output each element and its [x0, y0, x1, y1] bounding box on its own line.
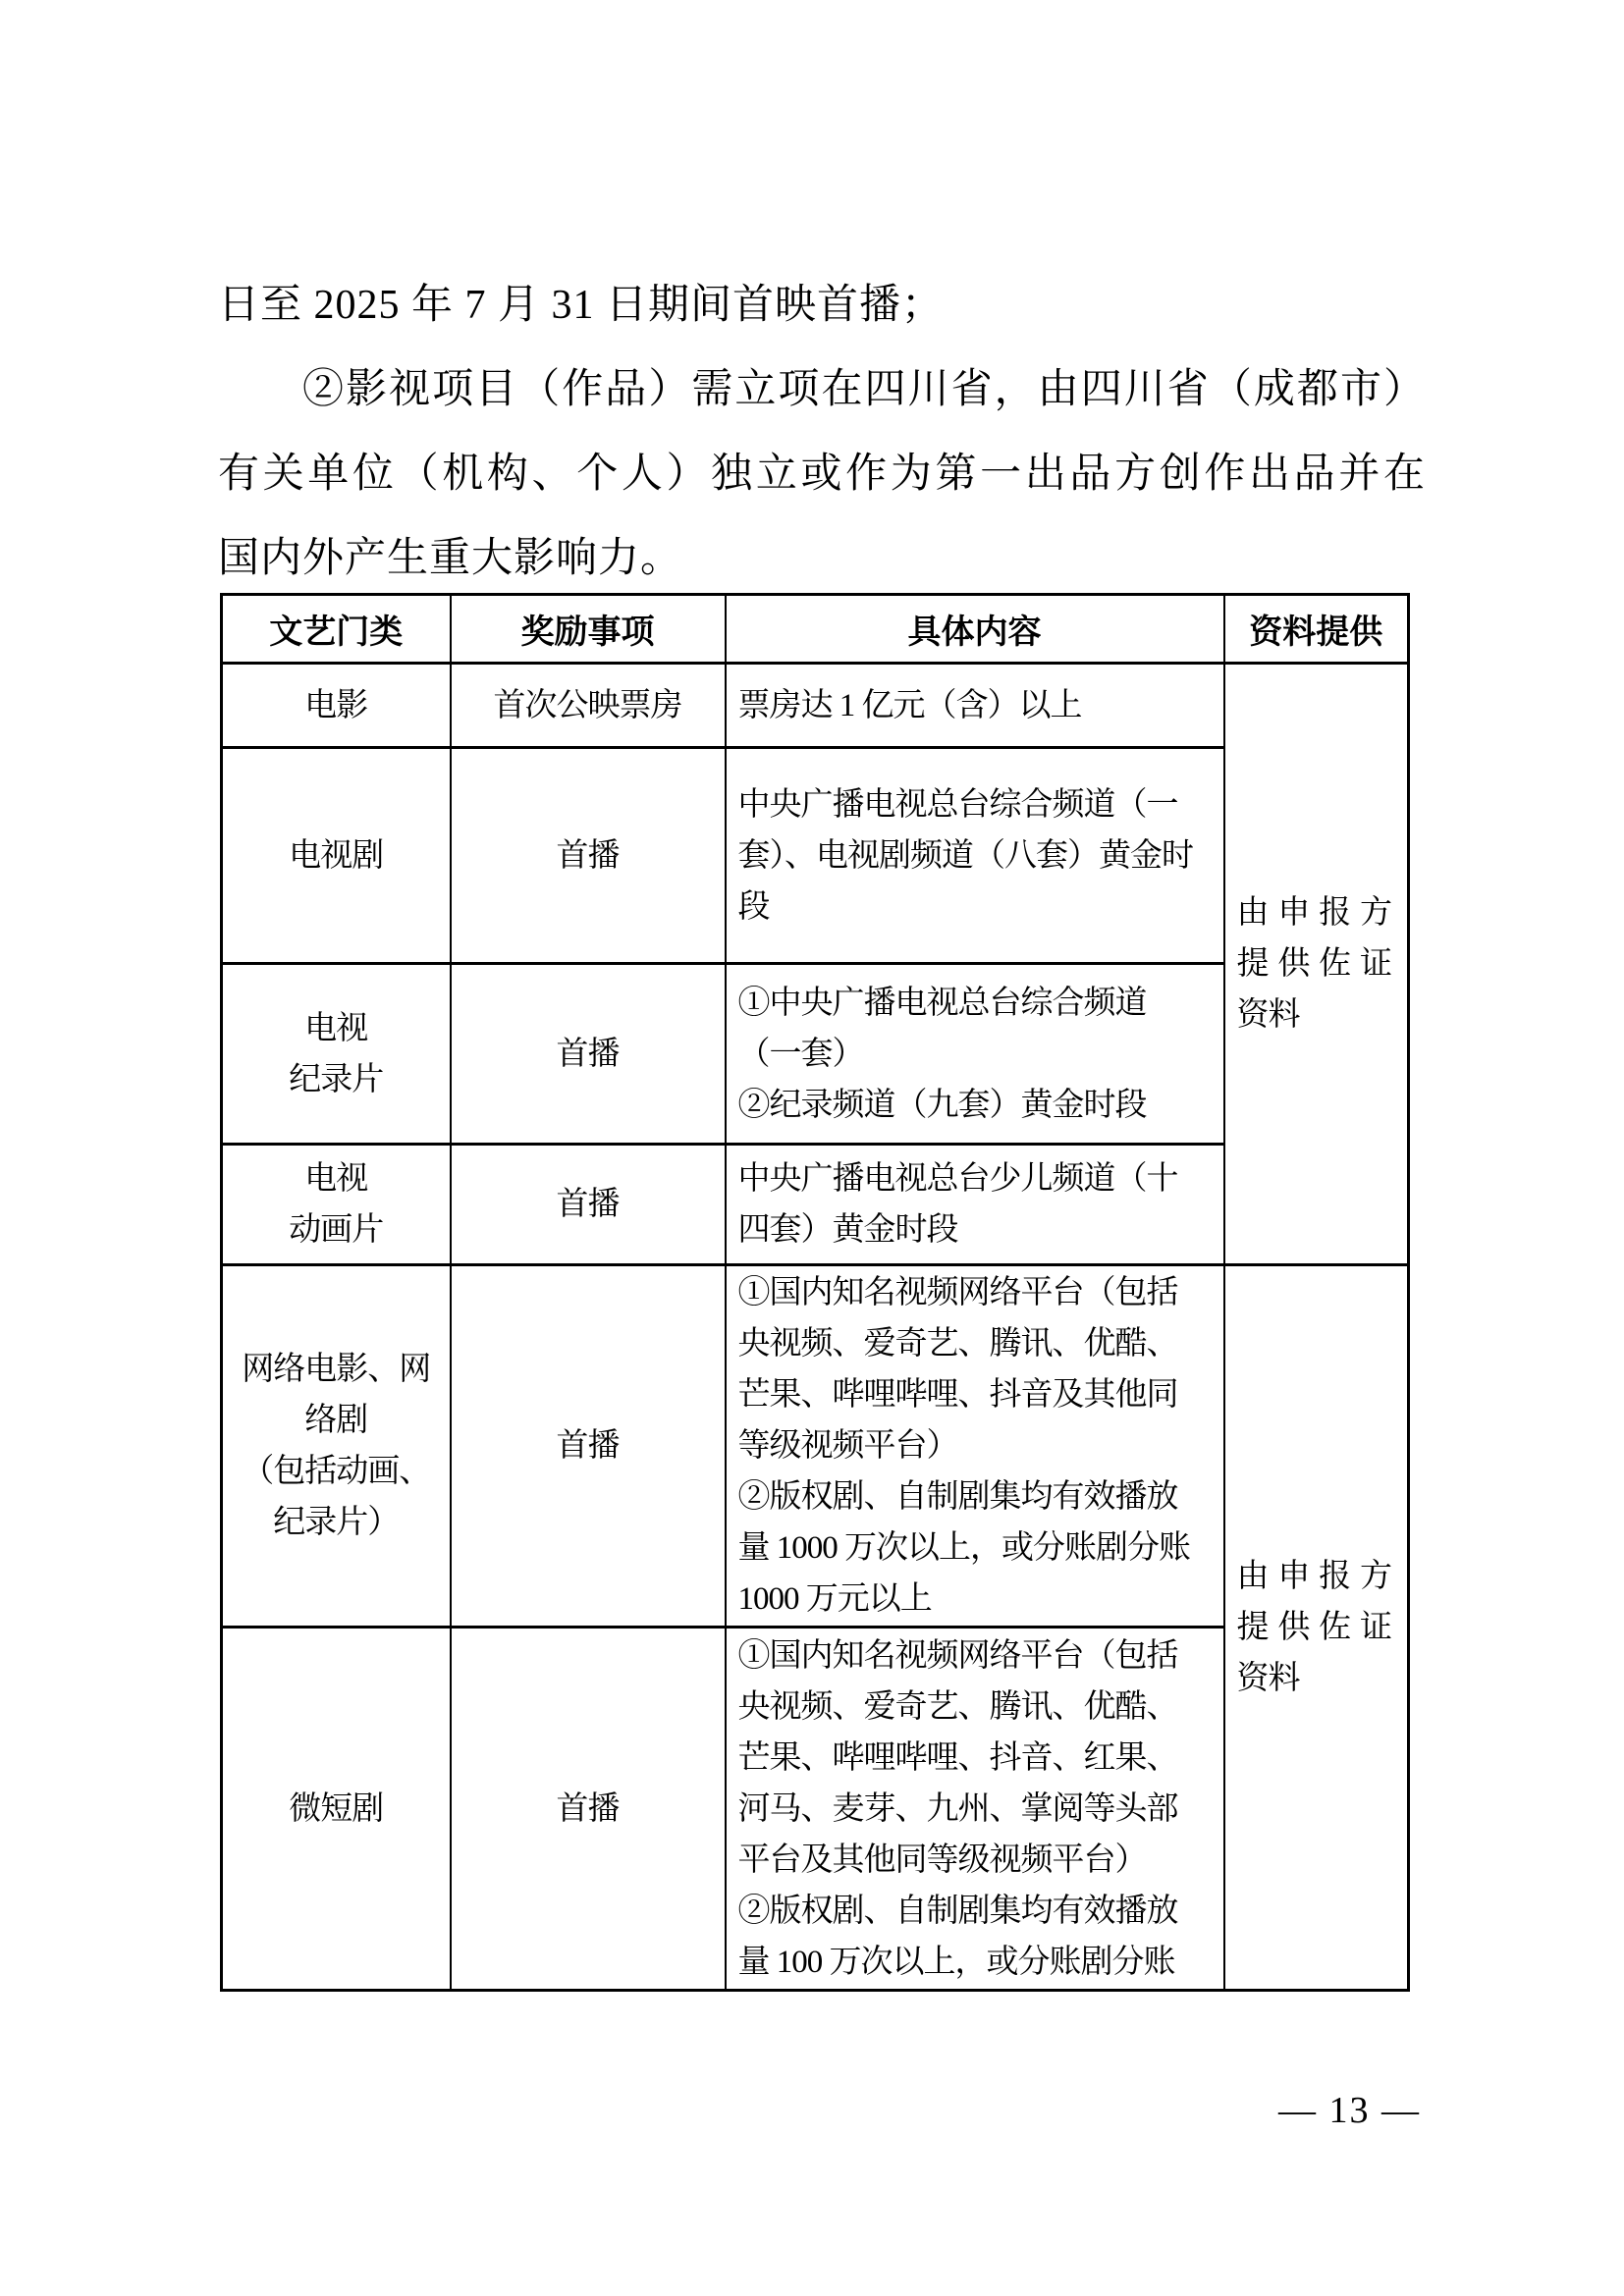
cell-award: 首播	[451, 964, 726, 1145]
cell-content: ①国内知名视频网络平台（包括 央视频、爱奇艺、腾讯、优酷、 芒果、哔哩哔哩、抖音及其他同 等级视频平台） ②版权剧、自制剧集均有效播放 量 1000 万次以上，或分账剧分账 1000 万元以上	[726, 1265, 1224, 1628]
header-materials: 资料提供	[1224, 595, 1409, 664]
cell-category: 网络电影、网 络剧 （包括动画、 纪录片）	[222, 1265, 451, 1628]
intro-line-2: ②影视项目（作品）需立项在四川省，由四川省（成都市）	[302, 367, 1426, 412]
cell-award: 首播	[451, 748, 726, 964]
cell-award: 首播	[451, 1265, 726, 1628]
cell-provider-note-1: 由申报方 提供佐证 资料	[1224, 664, 1409, 1265]
cell-category: 电视 纪录片	[222, 964, 451, 1145]
cell-content: ①国内知名视频网络平台（包括 央视频、爱奇艺、腾讯、优酷、 芒果、哔哩哔哩、抖音、红果、 河马、麦芽、九州、掌阅等头部 平台及其他同等级视频平台） ②版权剧、自制剧集均有效播放 量 100 万次以上，或分账剧分账	[726, 1628, 1224, 1991]
cell-award: 首播	[451, 1628, 726, 1991]
header-award-item: 奖励事项	[451, 595, 726, 664]
page-number: — 13 —	[1278, 2090, 1421, 2131]
intro-line-3: 有关单位（机构、个人）独立或作为第一出品方创作出品并在	[218, 452, 1426, 497]
cell-content: 中央广播电视总台综合频道（一 套）、电视剧频道（八套）黄金时 段	[726, 748, 1224, 964]
table-header-row	[222, 595, 1409, 664]
header-details: 具体内容	[726, 595, 1224, 664]
cell-category: 电影	[222, 664, 451, 748]
cell-content: ①中央广播电视总台综合频道 （一套） ②纪录频道（九套）黄金时段	[726, 964, 1224, 1145]
intro-line-4: 国内外产生重大影响力。	[218, 536, 683, 581]
intro-line-1: 日至 2025 年 7 月 31 日期间首映首播；	[218, 283, 945, 328]
cell-award: 首次公映票房	[451, 664, 726, 748]
cell-category: 微短剧	[222, 1628, 451, 1991]
intro-paragraph	[218, 263, 1426, 601]
header-category: 文艺门类	[222, 595, 451, 664]
award-criteria-table	[220, 593, 1410, 1992]
cell-content: 票房达 1 亿元（含）以上	[726, 664, 1224, 748]
table-row-web-film-series	[222, 1265, 1409, 1628]
table-row-film	[222, 664, 1409, 748]
cell-award: 首播	[451, 1145, 726, 1265]
cell-category: 电视剧	[222, 748, 451, 964]
cell-content: 中央广播电视总台少儿频道（十 四套）黄金时段	[726, 1145, 1224, 1265]
cell-category: 电视 动画片	[222, 1145, 451, 1265]
cell-provider-note-2: 由申报方 提供佐证 资料	[1224, 1265, 1409, 1991]
